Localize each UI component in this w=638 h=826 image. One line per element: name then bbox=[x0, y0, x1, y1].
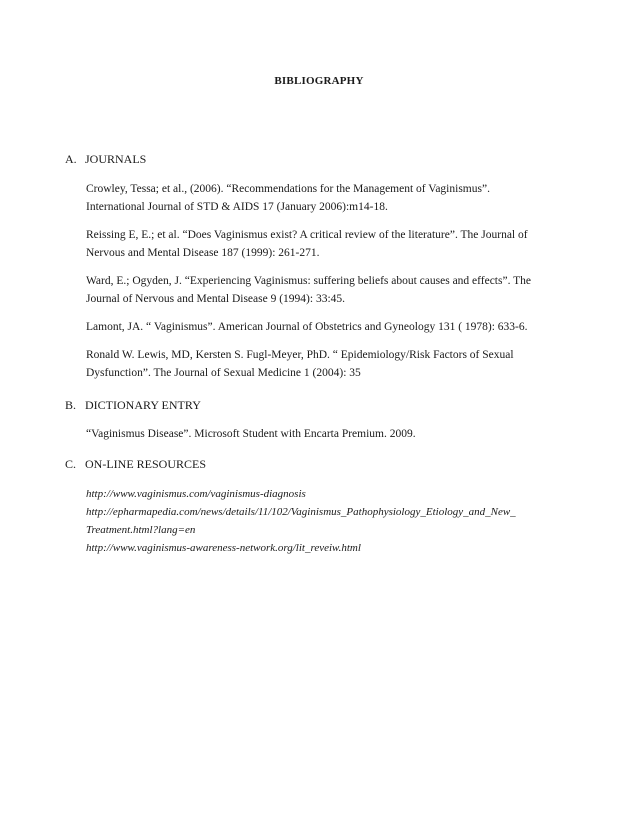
section-letter: C. bbox=[65, 457, 77, 471]
entry-line: Ward, E.; Ogyden, J. “Experiencing Vaginismus: suffering beliefs about causes and effects”. The bbox=[86, 275, 532, 287]
entry-line: Reissing E, E.; et al. “Does Vaginismus exist? A critical review of the literature”. The Journal of bbox=[86, 229, 528, 241]
journal-entry-3 bbox=[86, 272, 586, 308]
online-resources-list bbox=[86, 485, 586, 557]
entry-line: Lamont, JA. “ Vaginismus”. American Journal of Obstetrics and Gyneology 131 ( 1978): 633-6. bbox=[86, 321, 528, 333]
resource-link[interactable]: http://www.vaginismus-awareness-network.org/lit_reveiw.html bbox=[86, 542, 361, 554]
entry-line: Ronald W. Lewis, MD, Kersten S. Fugl-Meyer, PhD. “ Epidemiology/Risk Factors of Sexual bbox=[86, 349, 514, 361]
section-heading-journals bbox=[65, 152, 146, 167]
journal-entry-1 bbox=[86, 180, 586, 216]
section-title: JOURNALS bbox=[85, 152, 147, 166]
entry-line: Dysfunction”. The Journal of Sexual Medicine 1 (2004): 35 bbox=[86, 367, 361, 379]
entry-line: Nervous and Mental Disease 187 (1999): 261-271. bbox=[86, 247, 320, 259]
entry-line: “Vaginismus Disease”. Microsoft Student with Encarta Premium. 2009. bbox=[86, 428, 416, 440]
section-title: DICTIONARY ENTRY bbox=[85, 398, 201, 412]
section-heading-dictionary-entry bbox=[65, 398, 201, 413]
section-letter: B. bbox=[65, 398, 77, 412]
resource-link-continued[interactable]: Treatment.html?lang=en bbox=[86, 524, 196, 536]
entry-line: Journal of Nervous and Mental Disease 9 (1994): 33:45. bbox=[86, 293, 346, 305]
journal-entry-5 bbox=[86, 346, 586, 382]
entry-line: Crowley, Tessa; et al., (2006). “Recommendations for the Management of Vaginismus”. bbox=[86, 183, 490, 195]
section-title: ON-LINE RESOURCES bbox=[85, 457, 207, 471]
page-title: BIBLIOGRAPHY bbox=[274, 75, 364, 87]
dictionary-entry-1 bbox=[86, 425, 586, 443]
section-heading-online-resources bbox=[65, 457, 206, 472]
journal-entry-4 bbox=[86, 318, 586, 336]
resource-link[interactable]: http://www.vaginismus.com/vaginismus-diagnosis bbox=[86, 488, 306, 500]
section-letter: A. bbox=[65, 152, 77, 166]
resource-link[interactable]: http://epharmapedia.com/news/details/11/102/Vaginismus_Pathophysiology_Etiology_and_New_ bbox=[86, 506, 516, 518]
entry-line: International Journal of STD & AIDS 17 (January 2006):m14-18. bbox=[86, 201, 388, 213]
journal-entry-2 bbox=[86, 226, 586, 262]
